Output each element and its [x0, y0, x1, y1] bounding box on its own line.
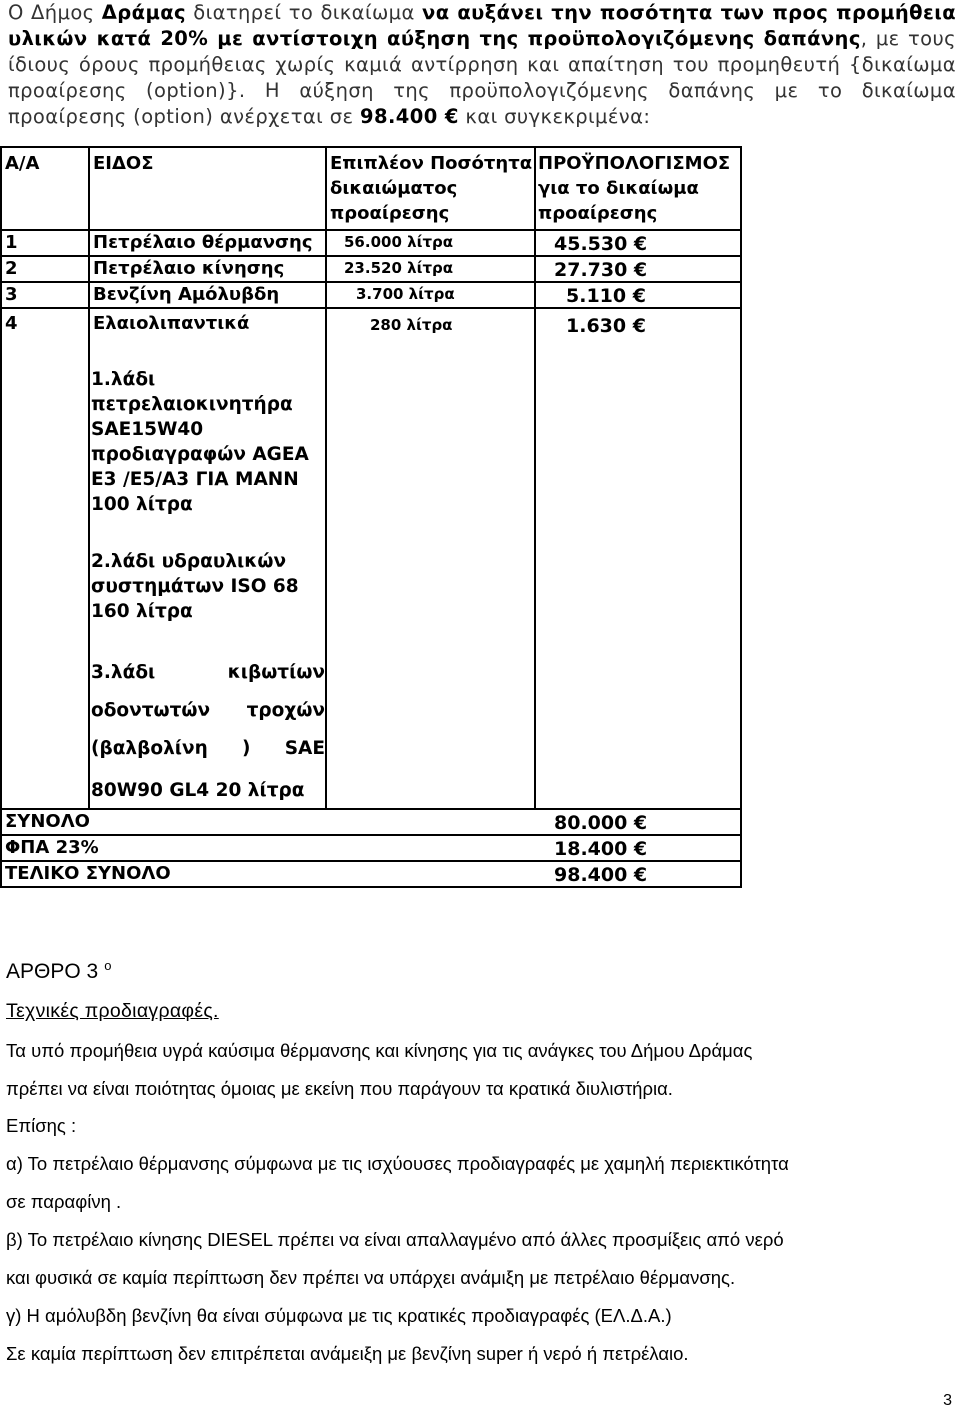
article-subtitle: Τεχνικές προδιαγραφές.	[6, 1000, 219, 1022]
header-qty-line: προαίρεσης	[330, 203, 450, 224]
intro-text: διατηρεί το δικαίωμα	[185, 1, 423, 24]
note-line: E3 /E5/A3 ΓΙΑ MANN	[91, 469, 299, 490]
note-word: 80W90 GL4 20 λίτρα	[91, 780, 305, 801]
option-amount: 98.400 €	[360, 105, 459, 128]
municipality-name: Δράμας	[101, 1, 186, 24]
row-item: Ελαιολιπαντικά	[93, 313, 250, 334]
note-line	[91, 662, 325, 683]
header-budget-line: ΠΡΟΫΠΟΛΟΓΙΣΜΟΣ	[538, 153, 731, 174]
total-label: ΣΥΝΟΛΟ	[5, 811, 90, 832]
row-price: 5.110 €	[566, 285, 646, 307]
note-line: 1.λάδι	[91, 369, 156, 390]
table-border	[740, 146, 742, 888]
note-word: τροχών	[246, 700, 325, 721]
header-item: ΕΙΔΟΣ	[93, 153, 154, 174]
spec-line: β) Το πετρέλαιο κίνησης DIESEL πρέπει να είναι απαλλαγμένο από άλλες προσμίξεις από νερό	[6, 1229, 784, 1250]
note-word: )	[242, 738, 251, 759]
row-qty: 280 λίτρα	[370, 316, 453, 334]
header-budget-line: για το δικαίωμα	[538, 178, 699, 199]
spec-line: Επίσης :	[6, 1115, 77, 1136]
article-title	[6, 958, 111, 984]
note-line: προδιαγραφών AGEA	[91, 444, 309, 465]
row-qty: 23.520 λίτρα	[344, 259, 454, 277]
option-table	[0, 146, 742, 888]
note-line: 2.λάδι υδραυλικών	[91, 551, 287, 572]
row-aa: 1	[5, 232, 18, 253]
note-line	[91, 700, 325, 721]
grand-total-value: 98.400 €	[554, 864, 648, 886]
header-aa: Α/Α	[5, 153, 40, 174]
note-line	[91, 738, 325, 759]
header-qty-line: δικαιώματος	[330, 178, 458, 199]
note-word: (βαλβολίνη	[91, 738, 208, 759]
row-price: 27.730 €	[554, 259, 648, 281]
table-border	[0, 146, 2, 888]
row-qty: 56.000 λίτρα	[344, 233, 454, 251]
note-word: οδοντωτών	[91, 700, 211, 721]
row-item: Πετρέλαιο θέρμανσης	[93, 232, 313, 253]
row-price: 45.530 €	[554, 233, 648, 255]
spec-line: πρέπει να είναι ποιότητας όμοιας με εκείνη που παράγουν τα κρατικά διυλιστήρια.	[6, 1078, 673, 1099]
note-word: SAE	[284, 738, 325, 759]
note-line: 160 λίτρα	[91, 601, 193, 622]
row-price: 1.630 €	[566, 315, 646, 337]
row-aa: 2	[5, 258, 18, 279]
total-value: 80.000 €	[554, 812, 648, 834]
spec-line: γ) Η αμόλυβδη βενζίνη θα είναι σύμφωνα με τις κρατικές προδιαγραφές (ΕΛ.Δ.Α.)	[6, 1305, 672, 1326]
grand-total-label: ΤΕΛΙΚΟ ΣΥΝΟΛΟ	[5, 863, 171, 884]
header-qty-line: Επιπλέον Ποσότητα	[330, 153, 533, 174]
spec-line: Τα υπό προμήθεια υγρά καύσιμα θέρμανσης και κίνησης για τις ανάγκες του Δήμου Δράμας	[6, 1040, 753, 1061]
note-line	[91, 780, 325, 801]
vat-label: ΦΠΑ 23%	[5, 837, 99, 858]
intro-paragraph	[8, 0, 956, 130]
note-word: κιβωτίων	[227, 662, 325, 683]
row-qty: 3.700 λίτρα	[356, 285, 455, 303]
vat-value: 18.400 €	[554, 838, 648, 860]
note-line: SAE15W40	[91, 419, 204, 440]
spec-line: α) Το πετρέλαιο θέρμανσης σύμφωνα με τις ισχύουσες προδιαγραφές με χαμηλή περιεκτικότητα	[6, 1153, 789, 1174]
article-title-text: ΑΡΘΡΟ 3	[6, 960, 99, 983]
intro-text: και συγκεκριμένα:	[458, 105, 651, 128]
row-aa: 4	[5, 313, 18, 334]
spec-line: και φυσικά σε καμία περίπτωση δεν πρέπει να υπάρχει ανάμιξη με πετρέλαιο θέρμανσης.	[6, 1267, 736, 1288]
spec-line: Σε καμία περίπτωση δεν επιτρέπεται ανάμειξη με βενζίνη super ή νερό ή πετρέλαιο.	[6, 1343, 689, 1364]
row-aa: 3	[5, 284, 18, 305]
table-border	[0, 146, 742, 148]
table-border	[534, 146, 536, 808]
lubricant-note-1	[91, 367, 331, 517]
note-line: 100 λίτρα	[91, 494, 193, 515]
page-number: 3	[943, 1392, 952, 1409]
note-word: 3.λάδι	[91, 662, 156, 683]
intro-emphasis: να αυξάνει την ποσότητα των προς προμήθεια υλικών κατά 20% με αντίστοιχη αύξηση της προϋπολογιζόμενης δαπάνης	[8, 1, 956, 50]
header-budget-line: προαίρεσης	[538, 203, 658, 224]
note-line: πετρελαιοκινητήρα	[91, 394, 293, 415]
spec-line: σε παραφίνη .	[6, 1191, 122, 1212]
article-title-sup: ο	[104, 958, 112, 973]
intro-text: , με τους ίδιους όρους προμήθειας χωρίς καμιά αντίρρηση και απαίτηση του προμηθευτή {δικαίωμα προαίρεσης (option)}. Η αύξηση της προϋπολογιζόμενης δαπάνης με το δικαίωμα προαίρεσης (option) ανέρχεται σε	[8, 27, 956, 128]
note-line: συστημάτων ISO 68	[91, 576, 299, 597]
intro-text: Ο Δήμος	[8, 1, 102, 24]
row-item: Πετρέλαιο κίνησης	[93, 258, 285, 279]
table-border	[0, 808, 742, 810]
lubricant-note-2	[91, 549, 331, 624]
row-item: Βενζίνη Αμόλυβδη	[93, 284, 280, 305]
table-border	[88, 146, 90, 808]
